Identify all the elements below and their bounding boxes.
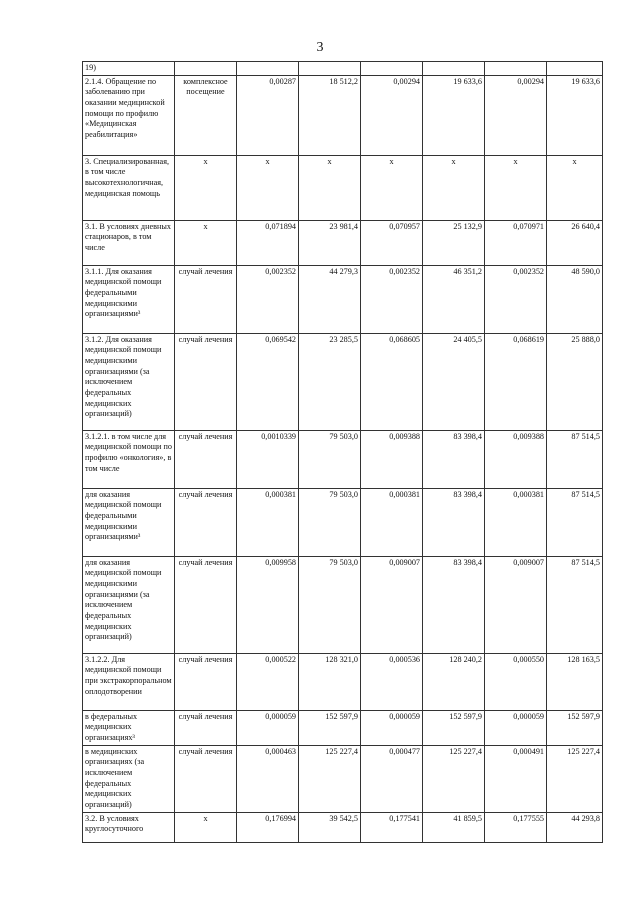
norm-cost-cell: 83 398,4	[423, 488, 485, 556]
norm-cost-cell: 87 514,5	[547, 556, 603, 653]
unit-cell: случай лечения	[175, 333, 237, 430]
norm-cost-cell: 125 227,4	[423, 745, 485, 812]
norm-volume-cell: 0,000059	[485, 710, 547, 745]
norm-cost-cell: 79 503,0	[299, 488, 361, 556]
norm-volume-cell: 0,0010339	[237, 430, 299, 488]
page-number: 3	[316, 40, 324, 55]
norm-cost-cell: 152 597,9	[423, 710, 485, 745]
norm-cost-cell	[547, 62, 603, 76]
row-label-cell: для оказания медицинской помощи медицинскими организациями (за исключением федеральных медицинских организаций)	[83, 556, 175, 653]
norm-cost-cell: 25 132,9	[423, 220, 485, 265]
norm-cost-cell: 128 321,0	[299, 653, 361, 710]
table-row	[83, 430, 603, 488]
norm-volume-cell: 0,00294	[485, 75, 547, 155]
norm-volume-cell: 0,002352	[237, 265, 299, 333]
norm-cost-cell: 83 398,4	[423, 430, 485, 488]
norm-volume-cell: 0,000491	[485, 745, 547, 812]
unit-cell: случай лечения	[175, 430, 237, 488]
row-label-cell: 2.1.4. Обращение по заболеванию при оказании медицинской помощи по профилю «Медицинская реабилитация»	[83, 75, 175, 155]
norm-cost-cell: 79 503,0	[299, 556, 361, 653]
unit-cell: случай лечения	[175, 488, 237, 556]
norm-cost-cell: 152 597,9	[299, 710, 361, 745]
norm-cost-cell: 46 351,2	[423, 265, 485, 333]
norm-volume-cell	[237, 62, 299, 76]
table-row	[83, 155, 603, 220]
norm-cost-cell: 19 633,6	[423, 75, 485, 155]
norm-cost-cell: 19 633,6	[547, 75, 603, 155]
norm-volume-cell: 0,071894	[237, 220, 299, 265]
norm-cost-cell: x	[299, 155, 361, 220]
unit-cell	[175, 62, 237, 76]
norm-cost-cell: 24 405,5	[423, 333, 485, 430]
row-label-cell: 3.1.2.1. в том числе для медицинской помощи по профилю «онкология», в том числе	[83, 430, 175, 488]
norm-cost-cell: 48 590,0	[547, 265, 603, 333]
norm-cost-cell: 79 503,0	[299, 430, 361, 488]
table-row	[83, 220, 603, 265]
unit-cell: x	[175, 812, 237, 842]
norm-volume-cell: 0,002352	[361, 265, 423, 333]
norm-volume-cell: 0,070957	[361, 220, 423, 265]
norm-volume-cell: 0,177541	[361, 812, 423, 842]
table-row	[83, 75, 603, 155]
row-label-cell: 3.2. В условиях круглосуточного	[83, 812, 175, 842]
norm-cost-cell: 41 859,5	[423, 812, 485, 842]
volume-cost-table	[82, 61, 603, 843]
table-row	[83, 745, 603, 812]
norm-cost-cell: 152 597,9	[547, 710, 603, 745]
norm-volume-cell: 0,009388	[361, 430, 423, 488]
unit-cell: случай лечения	[175, 265, 237, 333]
norm-cost-cell: 125 227,4	[299, 745, 361, 812]
norm-volume-cell: 0,000381	[361, 488, 423, 556]
unit-cell: x	[175, 155, 237, 220]
norm-cost-cell: 87 514,5	[547, 430, 603, 488]
norm-volume-cell: 0,068619	[485, 333, 547, 430]
row-label-cell: в федеральных медицинских организациях³	[83, 710, 175, 745]
norm-volume-cell: 0,000463	[237, 745, 299, 812]
row-label-cell: 3. Специализированная, в том числе высокотехнологичная, медицинская помощь	[83, 155, 175, 220]
unit-cell: случай лечения	[175, 745, 237, 812]
row-label-cell: 3.1.2. Для оказания медицинской помощи медицинскими организациями (за исключением федеральных медицинских организаций)	[83, 333, 175, 430]
norm-cost-cell: 128 240,2	[423, 653, 485, 710]
row-label-cell: 3.1.1. Для оказания медицинской помощи федеральными медицинскими организациями³	[83, 265, 175, 333]
norm-cost-cell: 26 640,4	[547, 220, 603, 265]
norm-volume-cell: 0,009007	[361, 556, 423, 653]
norm-volume-cell: 0,000059	[361, 710, 423, 745]
norm-cost-cell: 23 285,5	[299, 333, 361, 430]
table-row	[83, 488, 603, 556]
table-row	[83, 333, 603, 430]
norm-cost-cell: 39 542,5	[299, 812, 361, 842]
row-label-cell: для оказания медицинской помощи федеральными медицинскими организациями³	[83, 488, 175, 556]
norm-cost-cell: x	[547, 155, 603, 220]
norm-volume-cell: x	[485, 155, 547, 220]
norm-cost-cell: 18 512,2	[299, 75, 361, 155]
norm-volume-cell: 0,002352	[485, 265, 547, 333]
norm-cost-cell	[423, 62, 485, 76]
unit-cell: случай лечения	[175, 710, 237, 745]
norm-volume-cell: 0,009958	[237, 556, 299, 653]
norm-cost-cell: 23 981,4	[299, 220, 361, 265]
row-label-cell: 3.1.2.2. Для медицинской помощи при экстракорпоральном оплодотворении	[83, 653, 175, 710]
norm-volume-cell	[361, 62, 423, 76]
unit-cell: x	[175, 220, 237, 265]
norm-volume-cell: 0,009388	[485, 430, 547, 488]
norm-volume-cell: 0,000381	[237, 488, 299, 556]
norm-volume-cell	[485, 62, 547, 76]
unit-cell: комплексное посещение	[175, 75, 237, 155]
norm-volume-cell: 0,000550	[485, 653, 547, 710]
norm-volume-cell: 0,000477	[361, 745, 423, 812]
table-row	[83, 556, 603, 653]
norm-cost-cell: x	[423, 155, 485, 220]
norm-volume-cell: 0,068605	[361, 333, 423, 430]
norm-cost-cell: 44 279,3	[299, 265, 361, 333]
norm-volume-cell: x	[361, 155, 423, 220]
norm-volume-cell: 0,009007	[485, 556, 547, 653]
table-row	[83, 653, 603, 710]
norm-volume-cell: x	[237, 155, 299, 220]
norm-cost-cell: 44 293,8	[547, 812, 603, 842]
norm-volume-cell: 0,177555	[485, 812, 547, 842]
table-row	[83, 62, 603, 76]
norm-volume-cell: 0,00294	[361, 75, 423, 155]
norm-volume-cell: 0,00287	[237, 75, 299, 155]
norm-cost-cell: 83 398,4	[423, 556, 485, 653]
norm-volume-cell: 0,000522	[237, 653, 299, 710]
row-label-cell: в медицинских организациях (за исключением федеральных медицинских организаций)	[83, 745, 175, 812]
norm-volume-cell: 0,000381	[485, 488, 547, 556]
table-row	[83, 710, 603, 745]
norm-volume-cell: 0,176994	[237, 812, 299, 842]
unit-cell: случай лечения	[175, 653, 237, 710]
norm-cost-cell: 87 514,5	[547, 488, 603, 556]
norm-cost-cell	[299, 62, 361, 76]
row-label-cell: 19)	[83, 62, 175, 76]
norm-volume-cell: 0,000536	[361, 653, 423, 710]
row-label-cell: 3.1. В условиях дневных стационаров, в том числе	[83, 220, 175, 265]
table-row	[83, 812, 603, 842]
norm-volume-cell: 0,000059	[237, 710, 299, 745]
unit-cell: случай лечения	[175, 556, 237, 653]
table-row	[83, 265, 603, 333]
norm-cost-cell: 25 888,0	[547, 333, 603, 430]
norm-cost-cell: 128 163,5	[547, 653, 603, 710]
norm-volume-cell: 0,070971	[485, 220, 547, 265]
norm-cost-cell: 125 227,4	[547, 745, 603, 812]
norm-volume-cell: 0,069542	[237, 333, 299, 430]
